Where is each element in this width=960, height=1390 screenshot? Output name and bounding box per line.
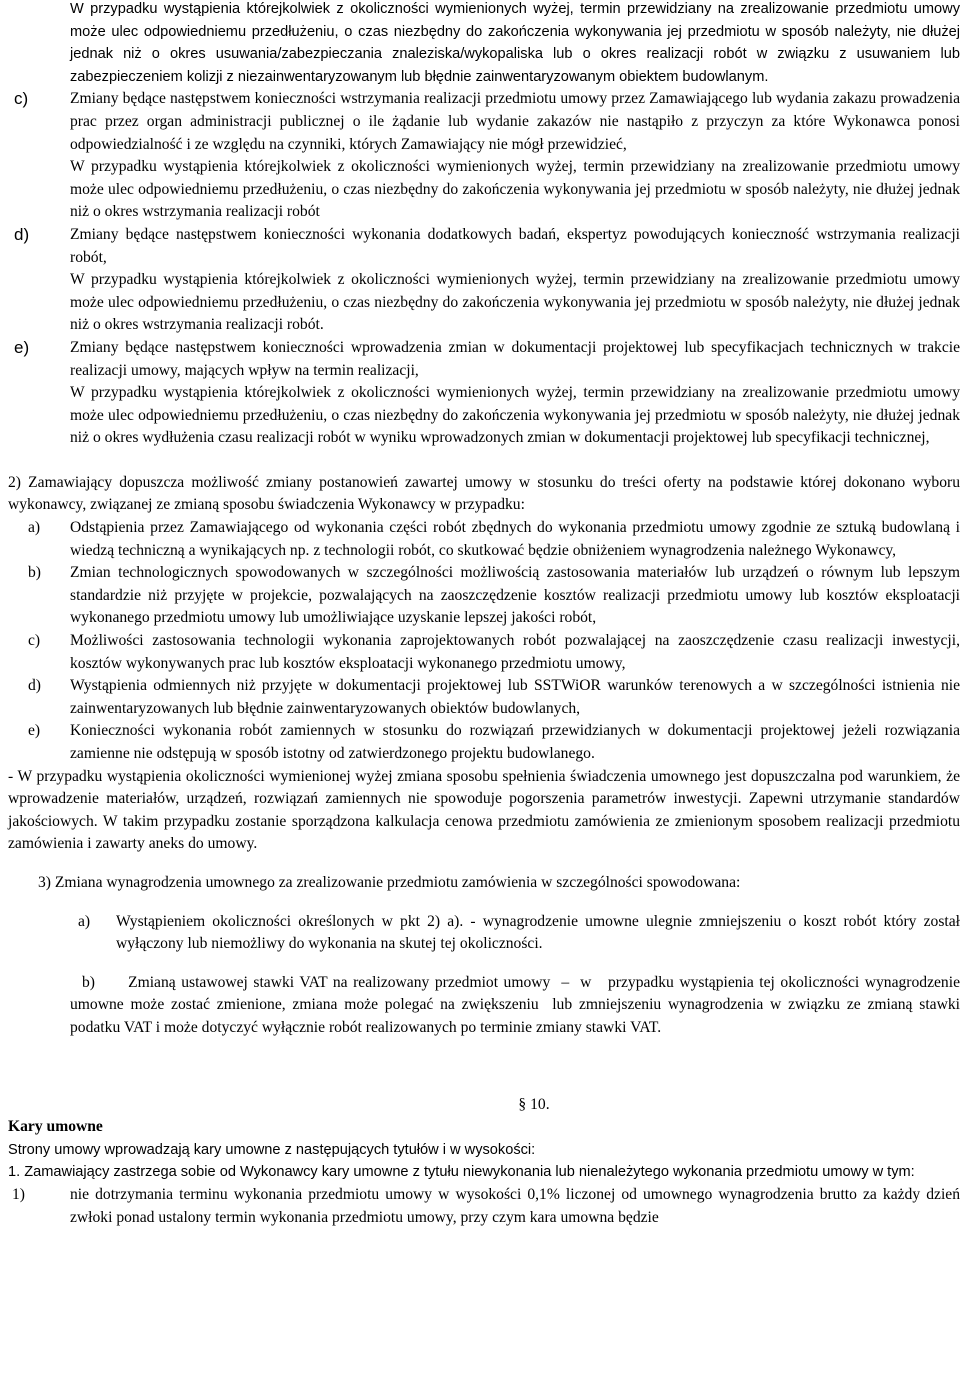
- section-2-item-e-marker: e): [28, 722, 41, 740]
- item-e-text: Zmiany będące następstwem konieczności wprowadzenia zmian w dokumentacji projektowej lub specyfikacjach technicznych w trakcie realizacji umowy, mających wpływ na termin realizacji,: [70, 338, 960, 379]
- section-2-item-b-marker: b): [28, 564, 41, 582]
- item-d-tail: W przypadku wystąpienia którejkolwiek z okoliczności wymienionych wyżej, termin przewidziany na zrealizowanie przedmiotu umowy może ulec odpowiedniemu przedłużeniu, o czas niezbędny do zakończenia wykonywania jej przedmiotu w sposób należyty, nie dłużej jednak niż o okres wstrzymania realizacji robót.: [70, 271, 960, 334]
- section-10-p1: 1. Zamawiający zastrzega sobie od Wykonawcy kary umowne z tytułu niewykonania lub nienależytego wykonania przedmiotu umowy w tym:: [8, 1164, 915, 1181]
- item-c-marker: c): [14, 89, 29, 109]
- section-2-intro: 2) Zamawiający dopuszcza możliwość zmiany postanowień zawartej umowy w stosunku do treści oferty na podstawie której dokonano wyboru wykonawcy, związanej ze zmianą sposobu świadczenia Wykonawcy w przypadku:: [8, 473, 960, 514]
- item-c-tail: W przypadku wystąpienia którejkolwiek z okoliczności wymienionych wyżej, termin przewidziany na zrealizowanie przedmiotu umowy może ulec odpowiedniemu przedłużeniu, o czas niezbędny do zakończenia wykonywania jej przedmiotu w sposób należyty, nie dłużej jednak niż o okres wstrzymania realizacji robót: [70, 158, 960, 221]
- item-d-marker: d): [14, 224, 30, 244]
- section-10-p1-item-1: [12, 1184, 960, 1229]
- section-3-item-b-text: b) Zmianą ustawowej stawki VAT na realizowany przedmiot umowy – w przypadku wystąpienia tej okoliczności wynagrodzenie umowne może zostać zmienione, zmiana może polegać na zwiększeniu lub zmniejszeniu wynagrodzenia w związku ze zmianą stawki podatku VAT i może dotyczyć wyłącznie robót realizowanych po terminie zmiany stawki VAT.: [70, 973, 960, 1036]
- section-2-item-a-marker: a): [28, 519, 41, 537]
- section-2-item-b: [28, 562, 960, 630]
- item-e: [14, 337, 960, 450]
- section-10-p1-item-1-text: nie dotrzymania terminu wykonania przedmiotu umowy w wysokości 0,1% liczonej od umownego wynagrodzenia brutto za każdy dzień zwłoki ponad ustalony termin wykonania przedmiotu umowy, przy czym kara umowna będzie: [70, 1185, 960, 1226]
- item-d-text: Zmiany będące następstwem konieczności wykonania dodatkowych badań, ekspertyz powodujących konieczność wstrzymania realizacji robót,: [70, 225, 960, 266]
- section-2-item-d: [28, 675, 960, 720]
- item-c: [14, 88, 960, 224]
- section-10-intro: Strony umowy wprowadzają kary umowne z następujących tytułów i w wysokości:: [8, 1141, 536, 1158]
- section-10-heading: § 10.: [518, 1095, 550, 1113]
- section-2-item-c-marker: c): [28, 632, 41, 650]
- section-3-intro: 3) Zmiana wynagrodzenia umownego za zrealizowanie przedmiotu zamówienia w szczególności spowodowana:: [38, 873, 741, 891]
- section-2-item-c-text: Możliwości zastosowania technologii wykonania zaprojektowanych robót pozwalającej na zaoszczędzenie czasu realizacji inwestycji, kosztów wykonywanych prac lub kosztów eksploatacji wykonanego przedmiotu umowy,: [70, 632, 960, 672]
- section-3-item-a-text: Wystąpieniem okoliczności określonych w pkt 2) a). - wynagrodzenie umowne ulegnie zmniejszeniu o koszt robót który został wyłączony lub niemożliwy do wykonania na skutej tej okoliczności.: [116, 912, 960, 953]
- item-e-marker: e): [14, 337, 30, 357]
- section-2-item-a-text: Odstąpienia przez Zamawiającego od wykonania części robót zbędnych do wykonania przedmiotu umowy zgodnie ze sztuką budowlaną i wiedzą techniczną a wynikających np. z technologii robót, co skutkować będzie obniżeniem wynagrodzenia należnego Wykonawcy,: [70, 519, 960, 559]
- section-3-item-a: [78, 911, 960, 956]
- item-c-text: Zmiany będące następstwem konieczności wstrzymania realizacji przedmiotu umowy przez Zamawiającego lub wydania zakazu prowadzenia prac przez organ administracji publicznej o ile żądanie lub wydanie zakazów nie nastąpiło z przyczyn za które Wykonawca ponosi odpowiedzialność i ze względu na czynniki, których Zamawiający nie mógł przewidzieć,: [70, 90, 960, 153]
- section-2-item-c: [28, 630, 960, 675]
- section-2-note: - W przypadku wystąpienia okoliczności wymienionej wyżej zmiana sposobu spełnienia świadczenia umownego jest dopuszczalna pod warunkiem, że wprowadzenie materiałów, urządzeń, rozwiązań zamiennych nie spowoduje pogorszenia parametrów inwestycji. Zapewni utrzymanie standardów jakościowych. W takim przypadku zostanie sporządzona kalkulacja cenowa przedmiotu zamówienia ze zmienionym sposobem realizacji przedmiotu zamówienia i zawarty aneks do umowy.: [8, 767, 960, 853]
- section-3-item-a-marker: a): [78, 912, 91, 930]
- item-e-tail: W przypadku wystąpienia którejkolwiek z okoliczności wymienionych wyżej, termin przewidziany na zrealizowanie przedmiotu umowy może ulec odpowiedniemu przedłużeniu, o czas niezbędny do zakończenia wykonywania jej przedmiotu w sposób należyty, nie dłużej jednak niż o okres wydłużenia czasu realizacji robót w wyniku wprowadzonych zmian w dokumentacji projektowej lub specyfikacji technicznej,: [70, 384, 960, 447]
- section-2-item-e-text: Konieczności wykonania robót zamiennych w stosunku do rozwiązań przewidzianych w dokumentacji projektowej jeżeli rozwiązania zamienne nie odstępują w sposób istotny od zatwierdzonego projektu budowlanego.: [70, 722, 960, 762]
- section-2-item-d-text: Wystąpienia odmiennych niż przyjęte w dokumentacji projektowej lub SSTWiOR warunków terenowych a w szczególności istnienia nie zainwentaryzowanych lub błędnie zainwentaryzowanych obiektów budowlanych,: [70, 677, 960, 717]
- item-d: [14, 224, 960, 337]
- section-10-p1-item-1-marker: 1): [12, 1185, 25, 1203]
- section-2-item-d-marker: d): [28, 677, 41, 695]
- document-page: [8, 0, 960, 1229]
- section-2-item-a: [28, 517, 960, 562]
- section-10-title: Kary umowne: [8, 1118, 103, 1136]
- item-b-tail: W przypadku wystąpienia którejkolwiek z okoliczności wymienionych wyżej, termin przewidziany na zrealizowanie przedmiotu umowy może ulec odpowiedniemu przedłużeniu, o czas niezbędny do zakończenia wykonywania jej przedmiotu w sposób należyty, nie dłużej jednak niż o okres usuwania/zabezpieczania znaleziska/wykopaliska lub o okres realizacji robót w związku z usuwaniem lub zabezpieczeniem kolizji z niezainwentaryzowanym lub błędnie zainwentaryzowanym obiektem budowlanym.: [70, 1, 960, 85]
- section-2-item-b-text: Zmian technologicznych spowodowanych w szczególności możliwością zastosowania materiałów lub urządzeń o równym lub lepszym standardzie niż przyjęte w projekcie, pozwalających na zaoszczędzenie kosztów realizacji przedmiotu umowy lub kosztów eksploatacji wykonanego przedmiotu umowy lub umożliwiające uzyskanie lepszej jakości robót,: [70, 564, 960, 627]
- section-2-item-e: [28, 720, 960, 765]
